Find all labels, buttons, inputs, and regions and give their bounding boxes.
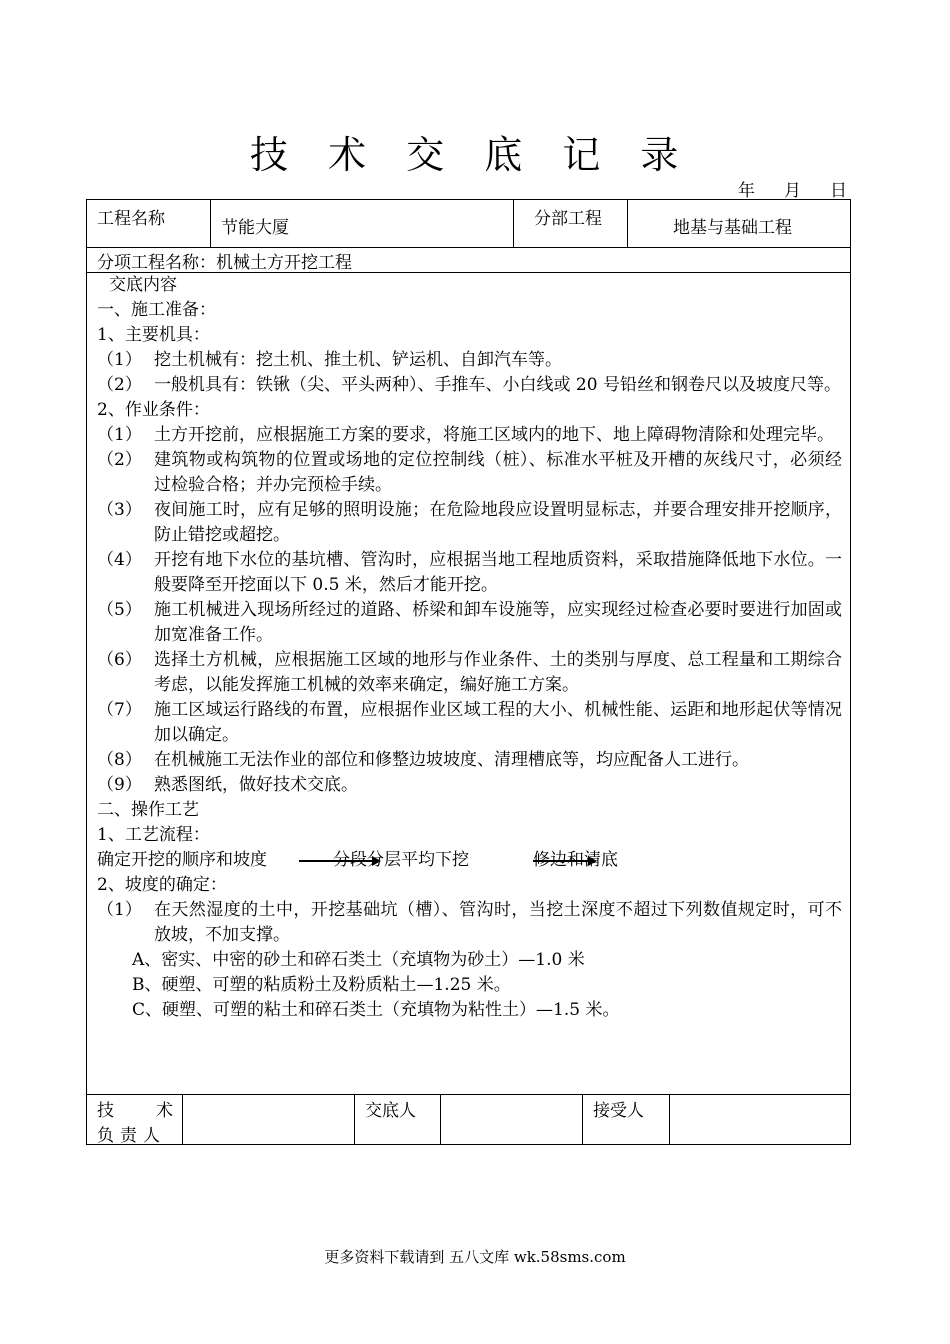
section-heading: 一、施工准备： [97, 300, 216, 320]
item-text: 土方开挖前，应根据施工方案的要求，将施工区域内的地下、地上障碍物清除和处理完毕。 [154, 425, 834, 445]
tech-lead-label [87, 1095, 183, 1145]
process-flow [87, 848, 850, 873]
subsection-heading: 2、作业条件： [97, 400, 210, 420]
disclosure-form [86, 199, 851, 1145]
item-number: （8） [97, 750, 142, 770]
section-heading: 二、操作工艺 [97, 800, 199, 820]
subsection-heading: 1、主要机具： [97, 325, 210, 345]
conditions-list [87, 423, 850, 798]
receiver-label: 接受人 [583, 1095, 670, 1145]
slope-list [87, 898, 850, 948]
project-name-value: 节能大厦 [211, 200, 514, 247]
item-number: （4） [97, 550, 142, 570]
item-number: （9） [97, 775, 142, 795]
list-item [87, 648, 850, 698]
item-number: （1） [97, 350, 142, 370]
subitem-row: 分项工程名称：机械土方开挖工程 [87, 247, 850, 273]
date-line [738, 176, 847, 201]
subsection-heading: 1、工艺流程： [97, 825, 210, 845]
list-item [87, 698, 850, 748]
discloser-label: 交底人 [355, 1095, 441, 1145]
item-number: （3） [97, 500, 142, 520]
subsection-heading: 2、坡度的确定： [97, 875, 227, 895]
discloser-signature-field[interactable] [441, 1095, 583, 1145]
list-item [87, 373, 850, 398]
item-text: 选择土方机械，应根据施工区域的地形与作业条件、土的类别与厚度、总工程量和工期综合考虑，以能发挥施工机械的效率来确定，编好施工方案。 [154, 650, 842, 695]
list-item [87, 748, 850, 773]
slope-value-item: B、硬塑、可塑的粘质粉土及粉质粘土—1.25 米。 [132, 975, 511, 995]
division-value: 地基与基础工程 [673, 218, 792, 238]
item-text: 在机械施工无法作业的部位和修整边坡坡度、清理槽底等，均应配备人工进行。 [154, 750, 749, 770]
item-text: 挖土机械有：挖土机、推土机、铲运机、自卸汽车等。 [154, 350, 562, 370]
item-text: 一般机具有：铁锹（尖、平头两种）、手推车、小白线或 20 号铅丝和钢卷尺以及坡度尺等。 [154, 375, 841, 395]
item-number: （1） [97, 425, 142, 445]
list-item [87, 598, 850, 648]
signature-row [87, 1095, 850, 1145]
item-text: 施工区域运行路线的布置，应根据作业区域工程的大小、机械性能、运距和地形起伏等情况加以确定。 [154, 700, 842, 745]
list-item [87, 773, 850, 798]
list-item [87, 898, 850, 948]
slope-value-item: C、硬塑、可塑的粘土和碎石类土（充填物为粘性土）—1.5 米。 [132, 1000, 620, 1020]
item-text: 在天然湿度的土中，开挖基础坑（槽）、管沟时，当挖土深度不超过下列数值规定时，可不放坡，不加支撑。 [154, 900, 842, 945]
flow-step: 确定开挖的顺序和坡度 [97, 850, 267, 870]
item-text: 施工机械进入现场所经过的道路、桥梁和卸车设施等，应实现经过检查必要时要进行加固或加宽准备工作。 [154, 600, 842, 645]
division-label: 分部工程 [514, 200, 628, 247]
item-number: （2） [97, 375, 142, 395]
tech-lead-signature-field[interactable] [183, 1095, 355, 1145]
slope-value-item: A、密实、中密的砂土和碎石类土（充填物为砂土）—1.0 米 [132, 950, 585, 970]
project-name-label: 工程名称 [87, 200, 211, 247]
item-number: （5） [97, 600, 142, 620]
item-number: （2） [97, 450, 142, 470]
list-item [87, 348, 850, 373]
list-item [87, 423, 850, 448]
header-row [87, 200, 850, 248]
item-text: 建筑物或构筑物的位置或场地的定位控制线（桩）、标准水平桩及开槽的灰线尺寸，必须经过检验合格；并办完预检手续。 [154, 450, 842, 495]
item-number: （1） [97, 900, 142, 920]
item-text: 熟悉图纸，做好技术交底。 [154, 775, 358, 795]
item-text: 夜间施工时，应有足够的照明设施；在危险地段应设置明显标志，并要合理安排开挖顺序，防止错挖或超挖。 [154, 500, 842, 545]
content-heading: 交底内容 [109, 275, 177, 295]
date-month: 月 [784, 181, 801, 201]
item-number: （7） [97, 700, 142, 720]
list-item [87, 548, 850, 598]
flow-step: 分段分层平均下挖 [333, 850, 469, 870]
page-title: 技 术 交 底 记 录 [250, 133, 693, 177]
date-day: 日 [830, 181, 847, 201]
tools-list [87, 348, 850, 398]
tech-lead-label-part: 技 [97, 1101, 114, 1121]
item-text: 开挖有地下水位的基坑槽、管沟时，应根据当地工程地质资料，采取措施降低地下水位。一般要降至开挖面以下 0.5 米，然后才能开挖。 [154, 550, 842, 595]
date-year: 年 [738, 181, 755, 201]
footer-text: 更多资料下载请到 五八文库 wk.58sms.com [324, 1248, 626, 1266]
flow-step: 修边和清底 [533, 850, 618, 870]
receiver-signature-field[interactable] [670, 1095, 851, 1145]
list-item [87, 498, 850, 548]
list-item [87, 448, 850, 498]
item-number: （6） [97, 650, 142, 670]
tech-lead-label-part: 术 [156, 1101, 173, 1121]
slope-values [87, 948, 850, 1023]
tech-lead-label-part: 负责人 [97, 1126, 166, 1146]
content-area [87, 273, 850, 1095]
